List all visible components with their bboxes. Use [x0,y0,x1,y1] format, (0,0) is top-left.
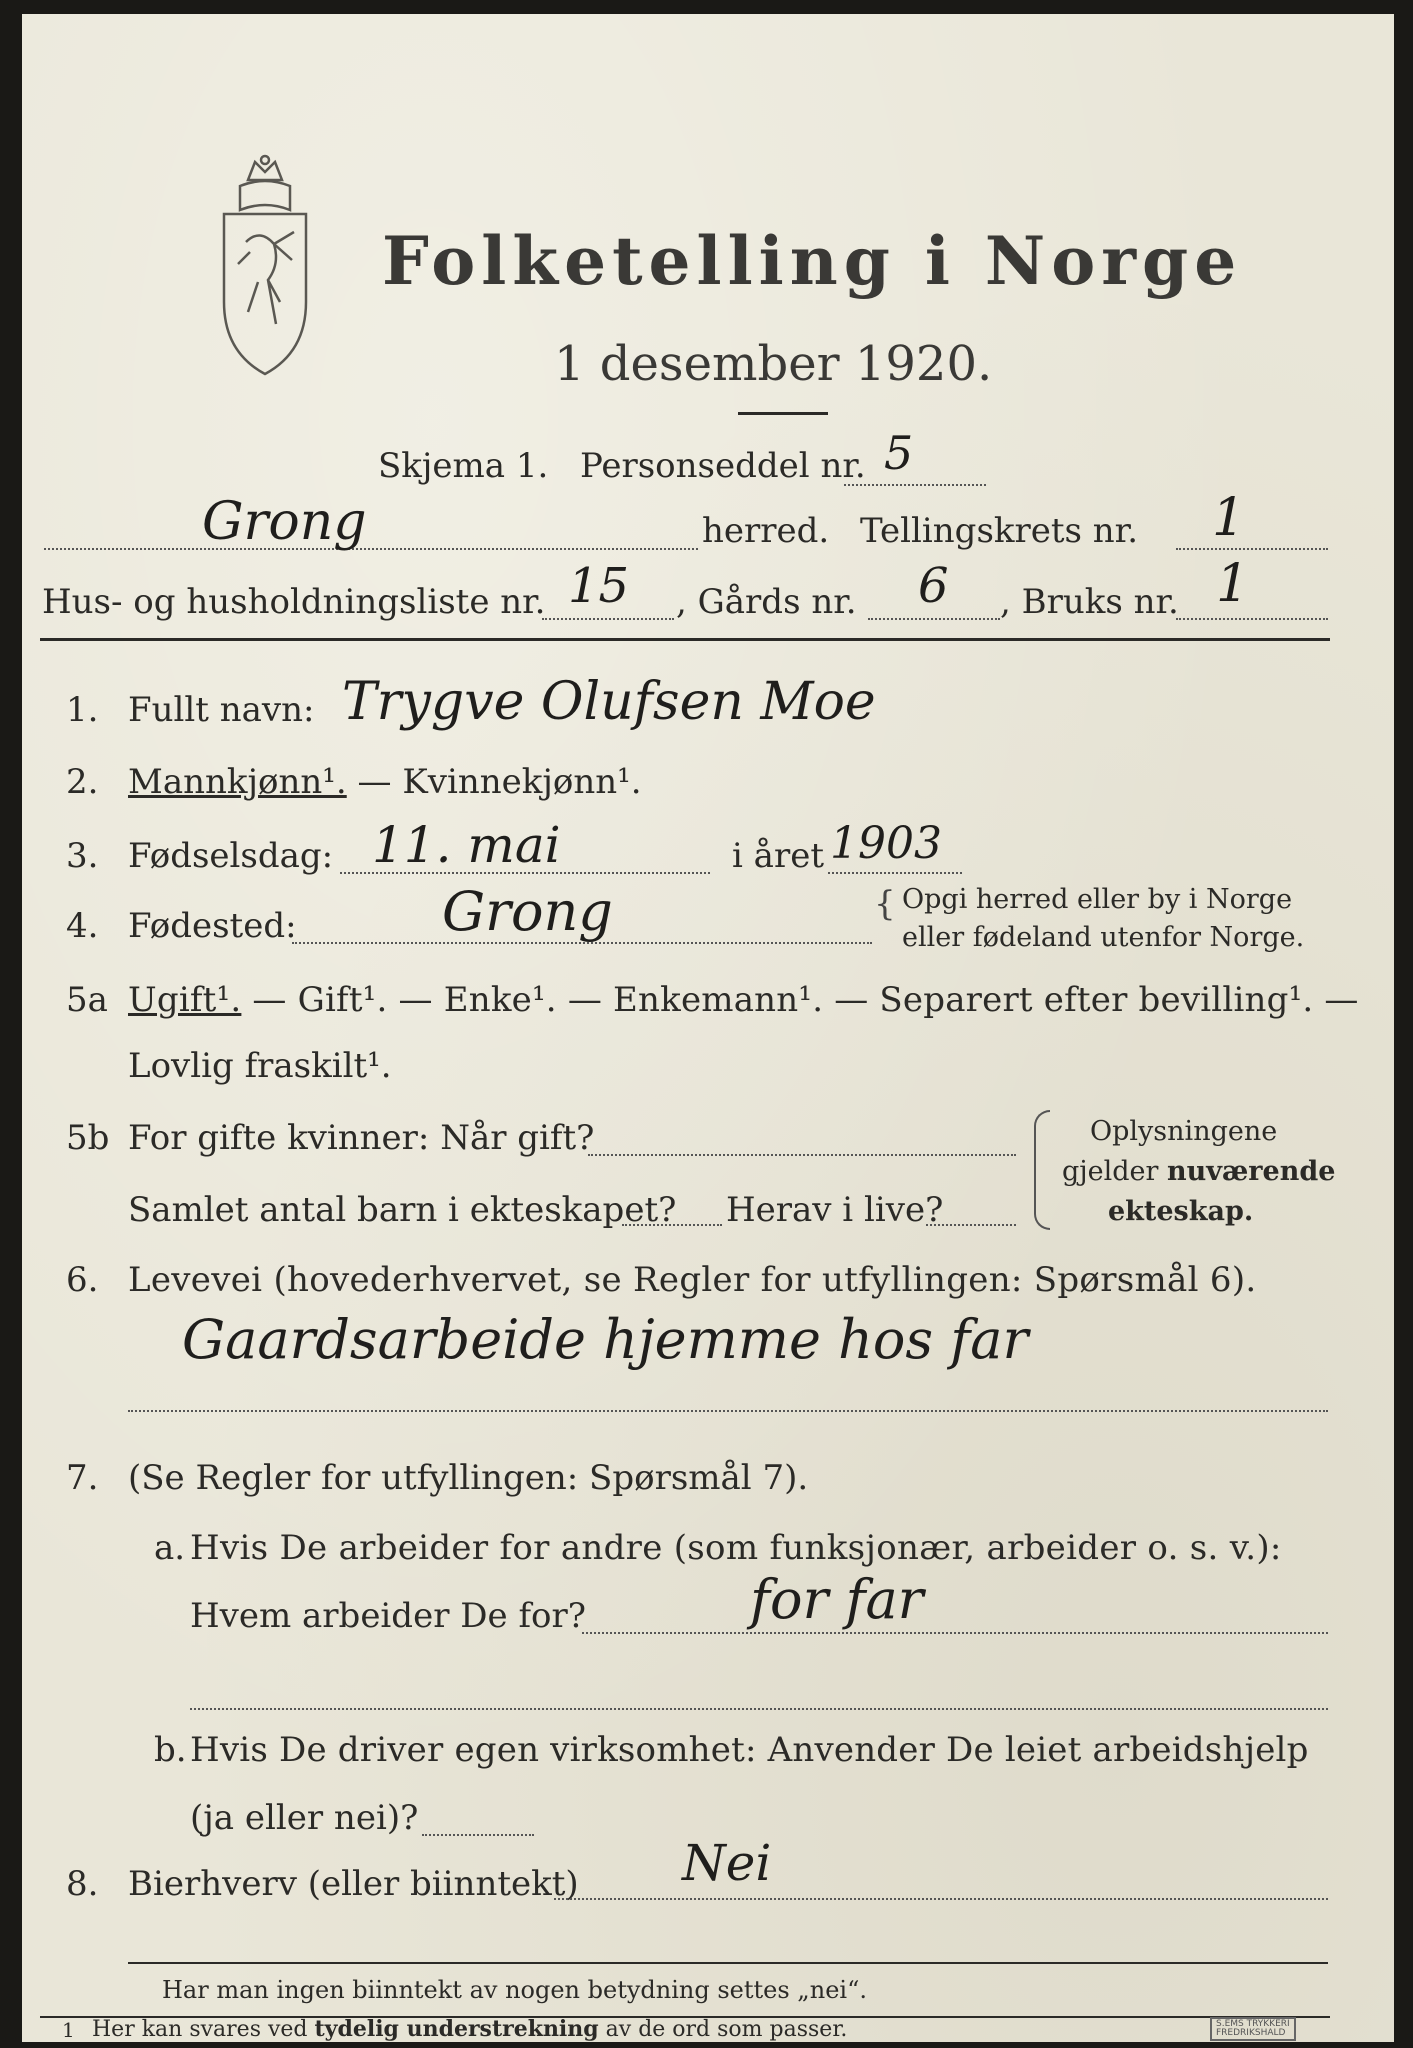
q4-brace: { [874,884,896,924]
q5a-number: 5a [66,980,108,1020]
q4-number: 4. [66,906,99,946]
q6-label: Levevei (hovederhvervet, se Regler for utfyllingen: Spørsmål 6). [128,1260,1257,1300]
q5a-marital-options [128,980,1359,1020]
q4-birthplace: Grong [442,880,613,943]
q5b-married-when-line [588,1154,1016,1156]
census-form-page [22,14,1394,2042]
title-divider [738,412,828,415]
footer-note: Har man ingen biinntekt av nogen betydning settes „nei“. [162,1976,867,2004]
q5b-note-line1: Oplysningene [1090,1116,1278,1147]
personseddel-value: 5 [884,426,914,480]
q7-number: 7. [66,1458,99,1498]
herred-label: herred. [702,511,830,551]
q7-label: (Se Regler for utfyllingen: Spørsmål 7). [128,1458,809,1498]
q7a-employer: for far [750,1568,924,1631]
footer-line [128,1962,1328,1964]
q6-line [128,1410,1328,1412]
q5b-alive-line [926,1224,1016,1226]
printer-stamp: S.EMS TRYKKERI FREDRIKSHALD [1210,2017,1296,2041]
q5a-unmarried-option: Ugift¹. [128,980,242,1020]
bruks-value: 1 [1216,554,1250,614]
hus-label: Hus- og husholdningsliste nr. [42,582,546,622]
q5b-married-when-label: For gifte kvinner: Når gift? [128,1118,595,1158]
q5b-note-line3: ekteskap. [1108,1196,1254,1227]
q7a-label: Hvis De arbeider for andre (som funksjonær, arbeider o. s. v.): [190,1528,1282,1568]
gards-line [868,618,1000,620]
q7b-hired-help-label: (ja eller nei)? [190,1798,419,1838]
q3-birthday: 11. mai [372,816,561,874]
personseddel-label: Personseddel nr. [580,446,866,486]
personseddel-line [844,484,986,486]
tellingskrets-label: Tellingskrets nr. [860,511,1139,551]
q2-number: 2. [66,762,99,802]
q7b-line [422,1834,534,1836]
bruks-line [1176,618,1328,620]
q7a-number: a. [154,1528,186,1568]
q5b-brace [1034,1110,1050,1230]
q1-number: 1. [66,690,99,730]
q6-number: 6. [66,1260,99,1300]
q8-line [554,1898,1328,1900]
q3-label: Fødselsdag: [128,836,334,876]
q3-birth-year: 1903 [830,818,942,869]
header-divider [40,638,1330,641]
q4-note-line1: Opgi herred eller by i Norge [902,884,1293,915]
q5b-children-line [622,1224,722,1226]
q5b-note-line2: gjelder nuværende [1062,1156,1336,1187]
q4-note-line2: eller fødeland utenfor Norge. [902,922,1305,953]
q5b-number: 5b [66,1118,110,1158]
q2-sex-options [128,762,642,802]
q7b-label: Hvis De driver egen virksomhet: Anvender De leiet arbeidshjelp [190,1730,1309,1770]
footnote-text: Her kan svares ved tydelig understrekning av de ord som passer. [92,2016,848,2042]
census-date: 1 desember 1920. [554,336,993,392]
q5b-alive-label: Herav i live? [726,1190,944,1230]
bruks-label: , Bruks nr. [1000,582,1179,622]
q3-year-label: i året [732,836,824,876]
q2-separator: — [346,762,403,802]
q7a-employer-label: Hvem arbeider De for? [190,1596,586,1636]
q7a-extra-line [190,1708,1328,1710]
q2-female-option: Kvinnekjønn¹. [402,762,642,802]
q7b-number: b. [154,1730,187,1770]
hus-value: 15 [568,558,630,614]
q5a-other-options: — Gift¹. — Enke¹. — Enkemann¹. — Separert efter bevilling¹. — [241,980,1359,1020]
q5a-divorced-option: Lovlig fraskilt¹. [128,1046,392,1086]
q4-label: Fødested: [128,906,297,946]
q5b-children-label: Samlet antal barn i ekteskapet? [128,1190,677,1230]
skjema-label: Skjema 1. [378,446,549,486]
q3-year-line [828,872,962,874]
tellingskrets-value: 1 [1212,488,1246,548]
tellingskrets-line [1176,548,1328,550]
form-title: Folketelling i Norge [382,222,1243,300]
gards-label: , Gårds nr. [676,582,857,622]
q3-number: 3. [66,836,99,876]
q8-number: 8. [66,1864,99,1904]
herred-line [44,548,698,550]
q1-label: Fullt navn: [128,690,315,730]
q7a-employer-line [582,1632,1328,1634]
q2-male-option: Mannkjønn¹. [128,762,347,802]
gards-value: 6 [918,558,949,614]
hus-line [542,618,674,620]
q1-full-name: Trygve Olufsen Moe [342,672,876,732]
q8-side-income: Nei [682,1834,772,1892]
coat-of-arms-icon [210,152,320,380]
herred-value: Grong [202,492,367,552]
footnote-number: 1 [62,2018,75,2042]
q6-occupation: Gaardsarbeide hjemme hos far [182,1308,1029,1371]
q8-label: Bierhverv (eller biinntekt) [128,1864,579,1904]
